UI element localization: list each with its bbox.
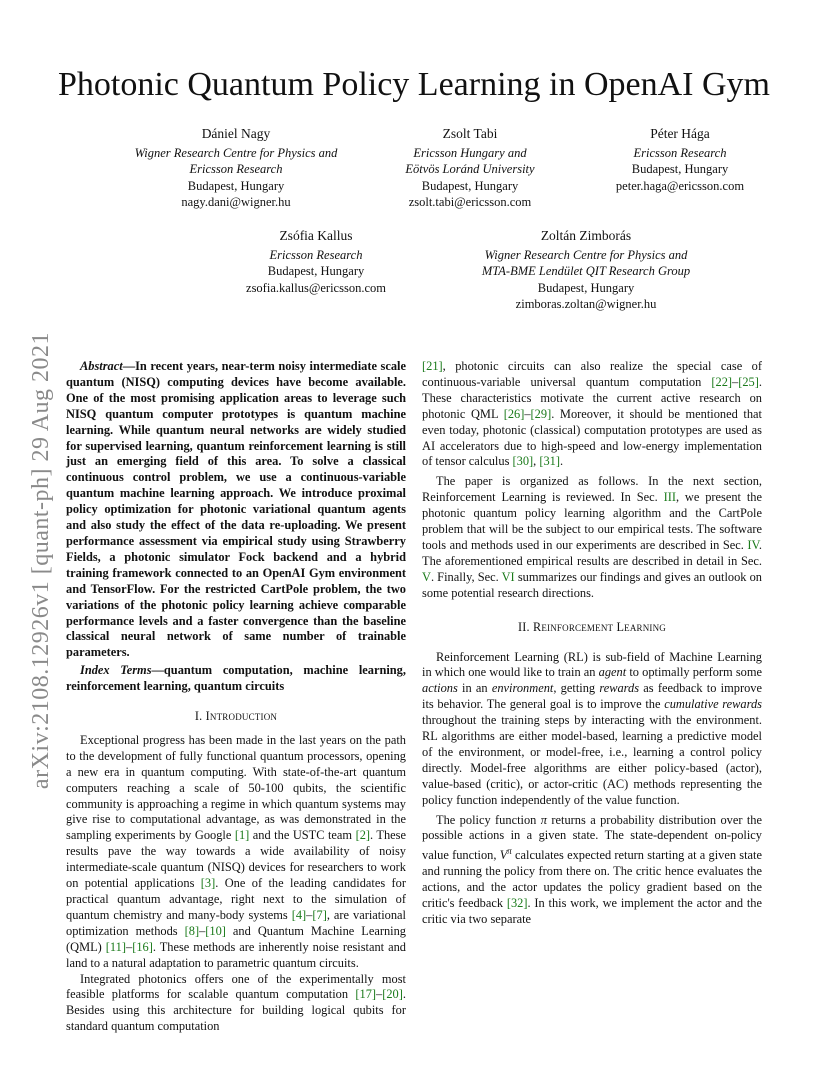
author-affiliation: Wigner Research Centre for Physics and — [134, 145, 338, 160]
rl-paragraph: The policy function π returns a probability distribution over the possible actions in a given state. The state-dependent on-policy value function, $V^\pi$ calculates expected return starting at a given state and running the policy from there on. The critic hence evaluates the actions, and the actor updates the policy gradient based on the critic's feedback [32]. In this work, we implement the actor and the critic via two separate — [422, 812, 763, 927]
author-city: Budapest, Hungary — [537, 280, 635, 295]
citation-link[interactable]: [30] — [512, 454, 534, 469]
intro-paragraph: Exceptional progress has been made in the last years on the path to the development of fully functional quantum processors, opening a new era in quantum computing. With state-of-the-art quantum computers reaching a scale of 50-100 qubits, the scientific community is approaching a regime in which quantum systems may give rise to computational advantage, as was demonstrated in the sampling experiments by Google [1] and the USTC team [2]. These results pave the way towards a wide availability of noisy intermediate-scale quantum (NISQ) devices for researchers to work on potential applications [3]. One of the leading candidates for practical quantum advantage, right next to the simulation of quantum chemistry and many-body systems [4]–[7], are variational optimization methods [8]–[10] and Quantum Machine Learning (QML) [11]–[16]. These methods are inherently noise resistant and land to a natural adaptation to parametric quantum circuits. — [66, 732, 407, 970]
author-block — [106, 126, 366, 211]
section-heading-reinforcement-learning: II. Reinforcement Learning — [517, 619, 667, 634]
author-block — [370, 126, 570, 211]
intro-paragraph: The paper is organized as follows. In the next section, Reinforcement Learning is reviewed. In Sec. III, we present the photonic quantum policy learning algorithm and the CartPole problem that will be the subject to our empirical tests. The software tools and methods used in our experiments are described in Sec. IV. The aforementioned empirical results are described in detail in Sec. V. Finally, Sec. VI summarizes our findings and gives an outlook on some potential research directions. — [422, 474, 763, 600]
citation-link[interactable]: [26] — [503, 406, 525, 421]
author-email[interactable]: zimboras.zoltan@wigner.hu — [515, 297, 657, 311]
citation-link[interactable]: [17] — [355, 987, 377, 1002]
author-affiliation: Ericsson Research — [633, 145, 727, 160]
author-city: Budapest, Hungary — [267, 264, 365, 278]
author-city: Budapest, Hungary — [421, 178, 519, 193]
author-affiliation: Eötvös Loránd University — [405, 162, 535, 176]
author-affiliation: Ericsson Hungary and — [413, 145, 527, 160]
left-column — [66, 359, 406, 1035]
index-terms-text: —quantum computation, machine learning, reinforcement learning, quantum circuits — [66, 663, 406, 694]
author-affiliation: Wigner Research Centre for Physics and — [484, 247, 688, 262]
abstract-lead: Abstract — [80, 359, 123, 373]
author-block — [216, 228, 416, 296]
arxiv-stamp — [20, 280, 64, 840]
citation-link[interactable]: [4] — [291, 907, 307, 922]
abstract — [66, 359, 406, 661]
index-terms-lead: Index Terms — [80, 663, 152, 678]
rl-paragraph: Reinforcement Learning (RL) is sub-field of Machine Learning in which one would like to train an agent to optimally perform some actions in an environment, getting rewards as feedback to improve its behavior. The general goal is to improve the cumulative rewards throughout the training steps by interacting with the environment. RL algorithms are either model-based, learning a predictive model of the environment, or model-free, i.e., learning a control policy directly. Model-free algorithms are either policy-based (actor), value-based (critic), or actor-critic (AC) methods representing the policy function independently of the value function. — [422, 649, 762, 807]
citation-link[interactable]: [21] — [422, 359, 443, 373]
author-block — [436, 228, 736, 313]
author-name: Péter Hága — [650, 126, 710, 141]
citation-link[interactable]: [29] — [530, 406, 552, 421]
intro-paragraph: Integrated photonics offers one of the experimentally most feasible platforms for scalable quantum computation [17]–[20]. Besides using this architecture for building logical qubits for standard quantum computation — [66, 971, 406, 1034]
section-reference-link[interactable]: IV — [747, 537, 759, 552]
citation-link[interactable]: [7] — [312, 907, 327, 922]
index-terms — [66, 663, 406, 695]
author-city: Budapest, Hungary — [631, 162, 729, 176]
author-affiliation: Ericsson Research — [269, 247, 363, 262]
author-email[interactable]: peter.haga@ericsson.com — [615, 178, 745, 193]
right-column — [422, 359, 762, 928]
citation-link[interactable]: [25] — [738, 374, 759, 389]
citation-link[interactable]: [20] — [382, 987, 403, 1002]
author-name: Zoltán Zimborás — [540, 228, 632, 243]
author-block — [580, 126, 780, 194]
section-heading-introduction: I. Introduction — [194, 709, 278, 724]
author-email[interactable]: zsofia.kallus@ericsson.com — [246, 280, 386, 295]
section-reference-link[interactable]: VI — [501, 569, 515, 584]
citation-link[interactable]: [31] — [539, 454, 561, 469]
citation-link[interactable]: [1] — [234, 828, 250, 843]
author-name: Zsófia Kallus — [279, 228, 353, 243]
citation-link[interactable]: [11] — [105, 939, 126, 954]
author-affiliation: MTA-BME Lendület QIT Research Group — [481, 264, 691, 278]
author-name: Zsolt Tabi — [442, 126, 498, 141]
citation-link[interactable]: [8] — [184, 923, 200, 938]
citation-link[interactable]: [2] — [355, 828, 371, 843]
citation-link[interactable]: [3] — [200, 876, 216, 891]
intro-paragraph-continued: [21], photonic circuits can also realize the special case of continuous-variable universal quantum computation [22]–[25]. These characteristics motivate the current active research on photonic QML [26]–[29]. Moreover, it should be mentioned that even today, photonic (classical) computation prototypes are used as AI accelerators due to high-speed and low-energy implementation of tensor calculus [30], [31]. — [422, 359, 762, 469]
abstract-text: —In recent years, near-term noisy intermediate scale quantum (NISQ) computing devices have become available. One of the most promising application areas to leverage such NISQ quantum computer prototypes is quantum machine learning. While quantum neural networks are widely studied for supervised learning, quantum reinforcement learning is still just an emerging field of this area. To solve a classical continuous control problem, we use a continuous-variable quantum machine learning approach. We introduce proximal policy optimization for photonic variational quantum agents and also study the effect of the data re-uploading. We present performance assessment via empirical study using Strawberry Fields, a photonic simulator Fock backend and a hybrid training framework connected to an OpenAI Gym environment and TensorFlow. For the restricted CartPole problem, the two variations of the photonic policy learning achieve comparable performance levels and a faster convergence than the baseline classical neural network of same number of trainable parameters. — [66, 359, 406, 660]
intro-p2-continued: . Besides using this architecture for building logical qubits for standard quantum computation — [66, 987, 406, 1034]
citation-link[interactable]: [32] — [506, 896, 528, 911]
citation-link[interactable]: [22] — [711, 374, 733, 389]
citation-link[interactable]: [10] — [205, 923, 226, 938]
section-reference-link[interactable]: III — [663, 490, 676, 505]
paper-title: Photonic Quantum Policy Learning in OpenAI Gym — [57, 66, 770, 103]
author-city: Budapest, Hungary — [187, 178, 285, 193]
arxiv-stamp-text: arXiv:2108.12926v1 [quant-ph] 29 Aug 2021 — [28, 331, 55, 789]
author-email[interactable]: nagy.dani@wigner.hu — [181, 195, 291, 209]
author-affiliation: Ericsson Research — [189, 162, 283, 176]
author-email[interactable]: zsolt.tabi@ericsson.com — [408, 195, 532, 209]
author-name: Dániel Nagy — [201, 126, 271, 141]
citation-link[interactable]: [16] — [132, 939, 153, 954]
section-reference-link[interactable]: V — [422, 569, 431, 584]
